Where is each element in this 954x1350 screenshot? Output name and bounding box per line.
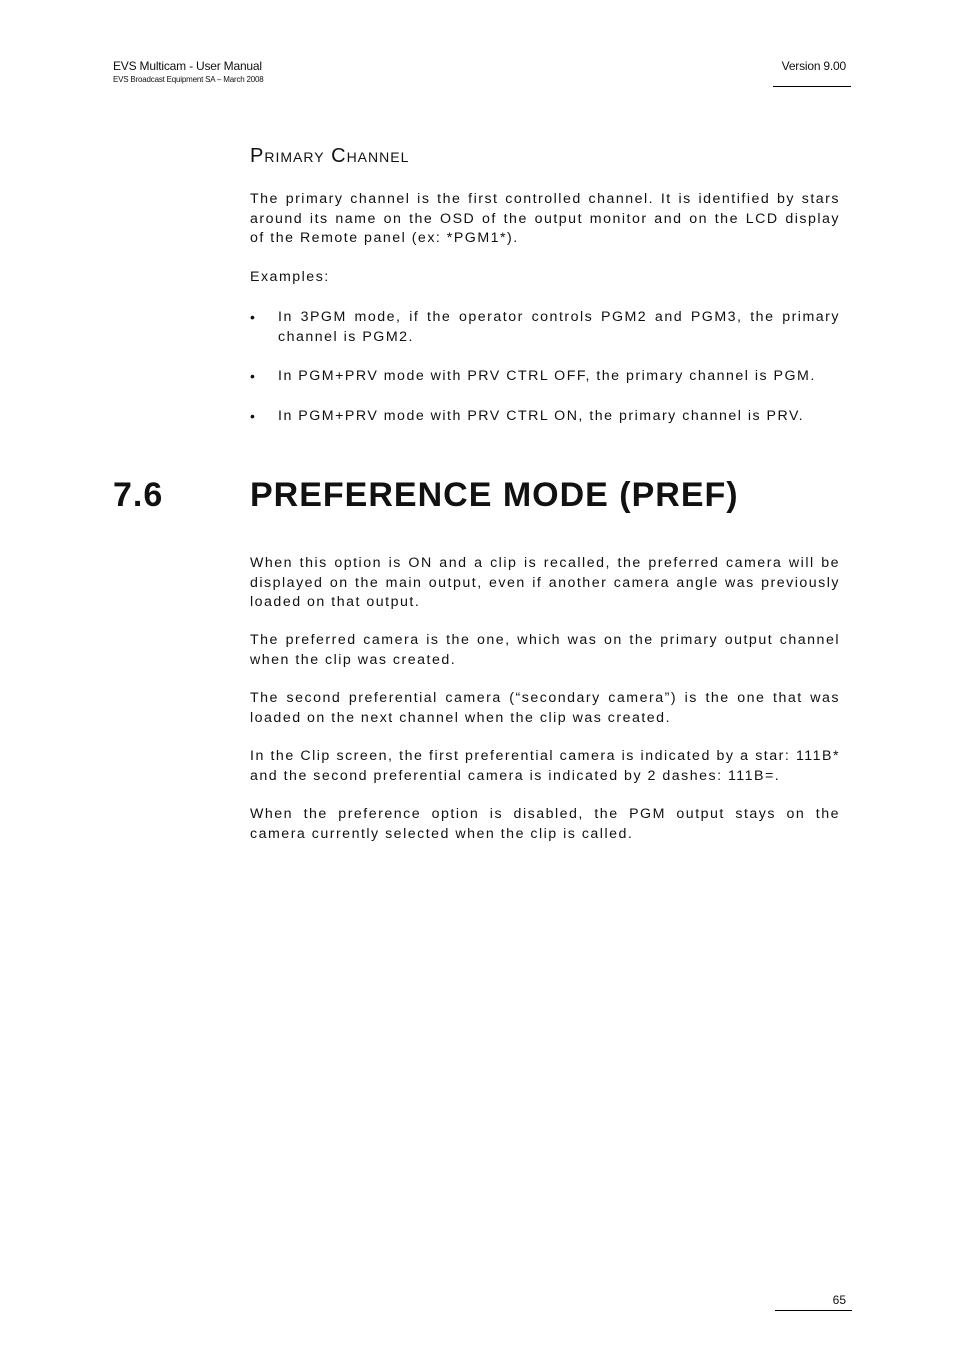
list-item: In 3PGM mode, if the operator controls PGM2 and PGM3, the primary channel is PGM2. — [278, 309, 840, 345]
document-subtitle: EVS Broadcast Equipment SA – March 2008 — [113, 75, 264, 84]
pref-paragraph: The second preferential camera (“secondary camera”) is the one that was loaded on the next channel when the clip was created. — [250, 690, 840, 726]
bullet-icon: • — [250, 408, 255, 424]
pref-paragraph: When this option is ON and a clip is recalled, the preferred camera will be displayed on the main output, even if another camera angle was previously loaded on that output. — [250, 555, 840, 610]
pref-paragraph: In the Clip screen, the first preferential camera is indicated by a star: 111B* and the second preferential camera is indicated by 2 dashes: 111B=. — [250, 748, 840, 784]
list-item: In PGM+PRV mode with PRV CTRL ON, the primary channel is PRV. — [278, 408, 805, 424]
examples-label: Examples: — [250, 269, 330, 285]
page-number: 65 — [832, 1293, 846, 1307]
document-title: EVS Multicam - User Manual — [113, 59, 262, 73]
section-number: 7.6 — [113, 476, 164, 514]
bullet-icon: • — [250, 368, 255, 384]
pref-paragraph: When the preference option is disabled, the PGM output stays on the camera currently selected when the clip is called. — [250, 806, 840, 842]
primary-channel-heading: Primary Channel — [250, 145, 410, 167]
version-label: Version 9.00 — [781, 59, 846, 73]
bullet-icon: • — [250, 309, 255, 325]
list-item: In PGM+PRV mode with PRV CTRL OFF, the primary channel is PGM. — [278, 368, 816, 384]
footer-rule — [775, 1310, 852, 1311]
pref-paragraph: The preferred camera is the one, which was on the primary output channel when the clip was created. — [250, 632, 840, 668]
primary-channel-intro: The primary channel is the first controlled channel. It is identified by stars around its name on the OSD of the output monitor and on the LCD display of the Remote panel (ex: *PGM1*). — [250, 191, 840, 246]
section-title: PREFERENCE MODE (PREF) — [250, 476, 739, 514]
header-rule — [773, 86, 851, 87]
